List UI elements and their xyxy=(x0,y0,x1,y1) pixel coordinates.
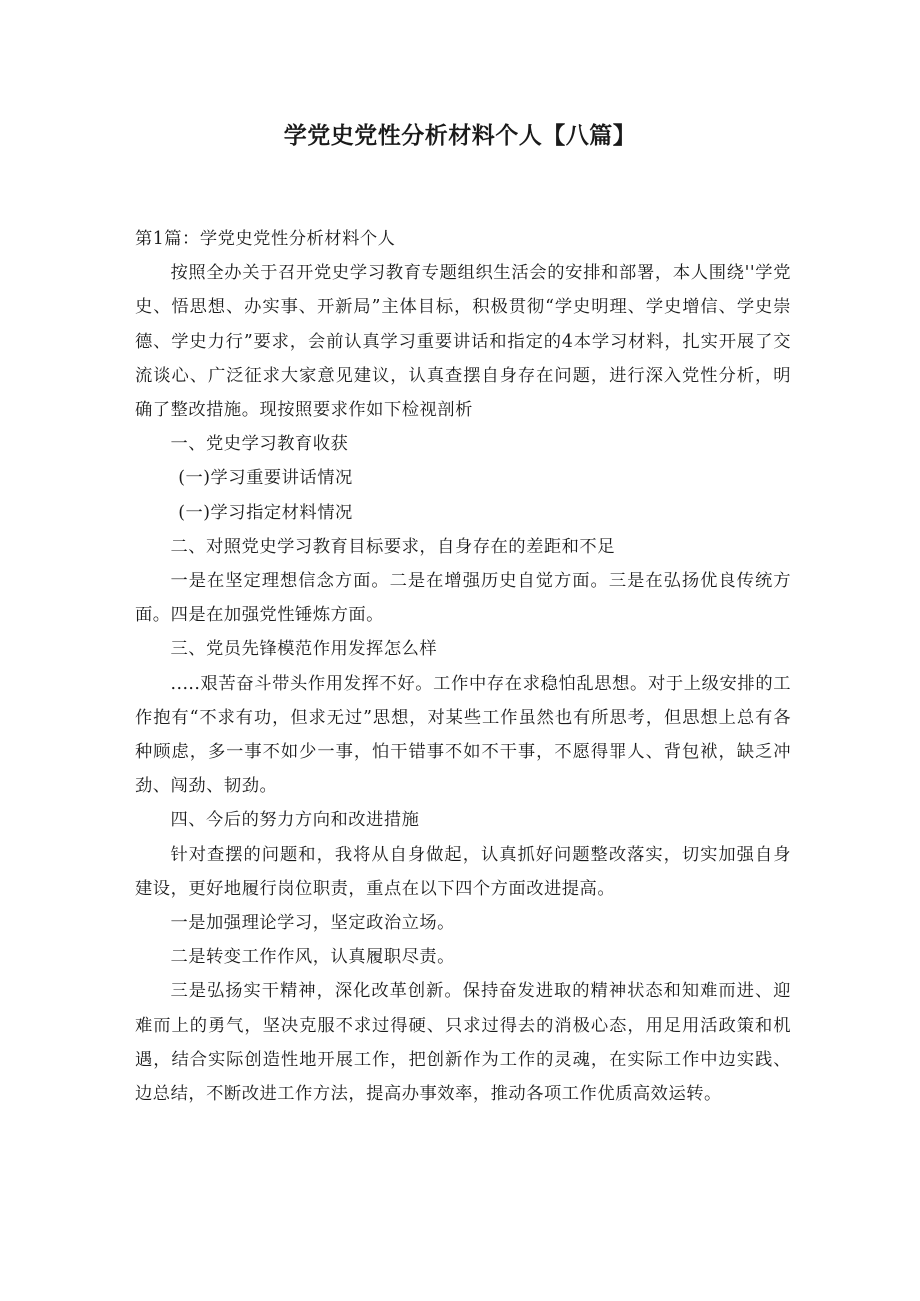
improvement-item-1: 一是加强理论学习，坚定政治立场。 xyxy=(170,913,455,934)
document-body xyxy=(135,222,791,1111)
paragraph-improvements: 针对查摆的问题和，我将从自身做起，认真抓好问题整改落实，切实加强自身建设，更好地履行岗位职责，重点在以下四个方面改进提高。 xyxy=(135,844,791,899)
heading-improvements: 四、今后的努力方向和改进措施 xyxy=(170,810,420,831)
heading-gains: 一、党史学习教育收获 xyxy=(170,434,349,455)
improvement-item-3: 三是弘扬实干精神，深化改革创新。保持奋发进取的精神状态和知难而进、迎难而上的勇气，坚决克服不求过得硬、只求过得去的消极心态，用足用活政策和机遇，结合实际创造性地开展工作，把创新作为工作的灵魂，在实际工作中边实践、边总结，不断改进工作方法，提高办事效率，推动各项工作优质高效运转。 xyxy=(135,981,791,1105)
paragraph-role-model: .....艰苦奋斗带头作用发挥不好。工作中存在求稳怕乱思想。对于上级安排的工作抱有“不求有功，但求无过”思想，对某些工作虽然也有所思考，但思想上总有各种顾虑，多一事不如少一事，怕干错事不如不干事，不愿得罪人、背包袱，缺乏冲劲、闯劲、韧劲。 xyxy=(135,673,791,797)
subheading-materials: (一)学习指定材料情况 xyxy=(178,502,353,523)
document-title: 学党史党性分析材料个人【八篇】 xyxy=(283,123,637,149)
section-heading: 第1篇：学党史党性分析材料个人 xyxy=(135,229,396,249)
paragraph-gaps: 一是在坚定理想信念方面。二是在增强历史自觉方面。三是在弘扬优良传统方面。四是在加强党性锤炼方面。 xyxy=(135,571,791,626)
paragraph-intro: 按照全办关于召开党史学习教育专题组织生活会的安排和部署，本人围绕''学党史、悟思想、办实事、开新局”主体目标，积极贯彻“学史明理、学史增信、学史崇德、学史力行”要求，会前认真学习重要讲话和指定的4本学习材料，扎实开展了交流谈心、广泛征求大家意见建议，认真查摆自身存在问题，进行深入党性分析，明确了整改措施。现按照要求作如下检视剖析 xyxy=(135,263,791,421)
improvement-item-2: 二是转变工作作风，认真履职尽责。 xyxy=(170,947,455,968)
heading-gaps: 二、对照党史学习教育目标要求，自身存在的差距和不足 xyxy=(170,536,615,557)
subheading-speeches: (一)学习重要讲话情况 xyxy=(178,468,353,489)
heading-role-model: 三、党员先锋模范作用发挥怎么样 xyxy=(170,639,438,660)
